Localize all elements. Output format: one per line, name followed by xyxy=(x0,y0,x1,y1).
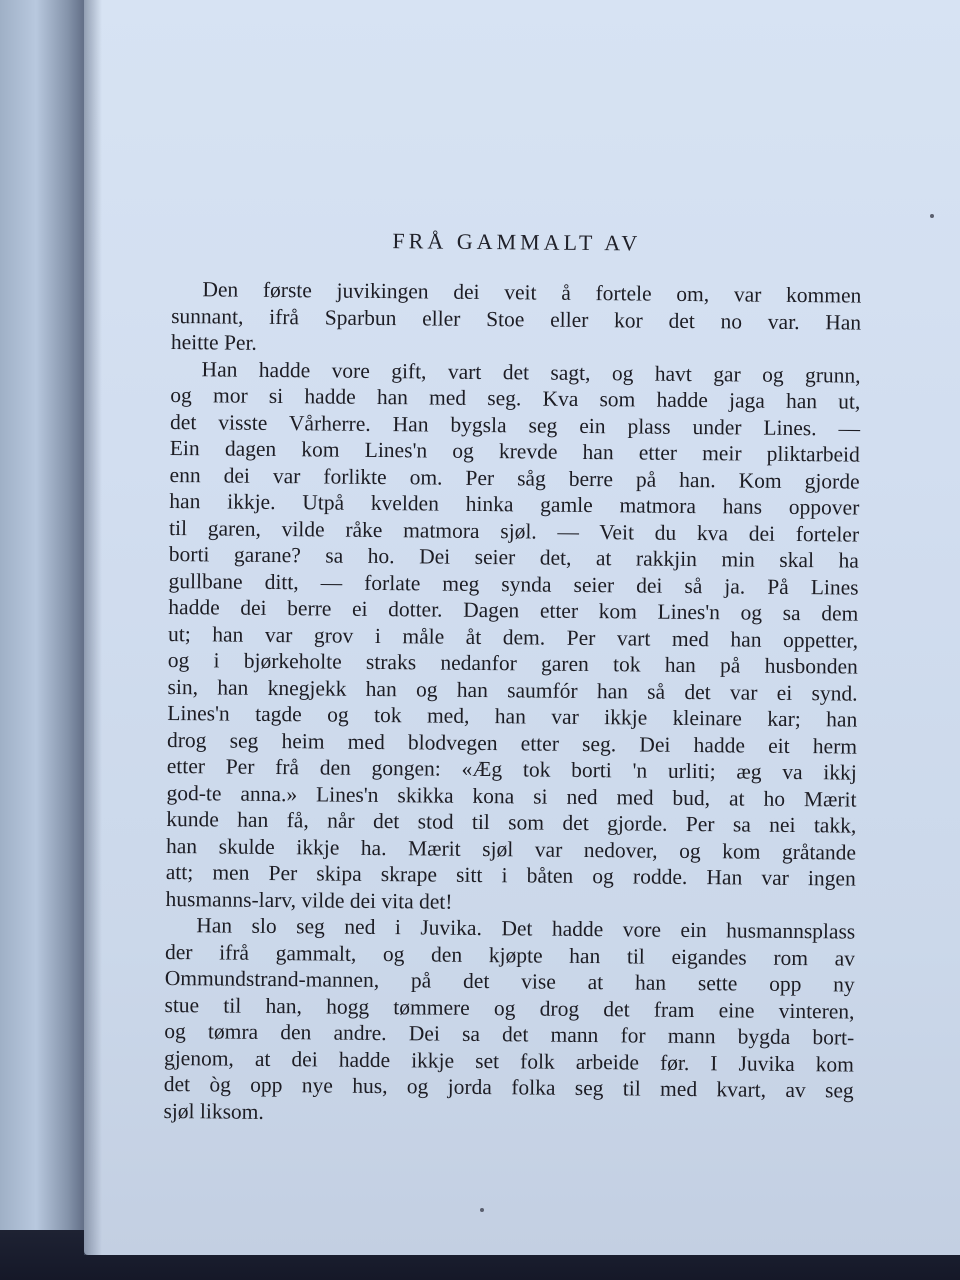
text-line: ut; han var grov i måle åt dem. Per vart med han oppetter, xyxy=(167,621,859,653)
text-line: gullbane ditt, — forlate meg synda seier dei så ja. På Lines xyxy=(168,568,859,600)
text-line: og tømra den andre. Dei sa det mann for mann bygda bort- xyxy=(164,1018,855,1050)
text-line: Han hadde vore gift, vart det sagt, og havt gar og grunn, xyxy=(201,356,861,388)
page-gutter-shadow xyxy=(84,0,102,1255)
text-line: sjøl liksom. xyxy=(163,1098,264,1124)
text-line: enn dei var forlikte om. Per såg berre på han. Kom gjorde xyxy=(169,462,860,494)
text-line: Ein dagen kom Lines'n og krevde han etter meir pliktarbeid xyxy=(169,435,860,467)
text-line: det òg opp nye hus, og jorda folka seg til med kvart, av seg xyxy=(163,1071,854,1103)
page-speck xyxy=(480,1208,484,1212)
page-text xyxy=(163,226,862,1131)
paragraph-3 xyxy=(163,912,855,1131)
text-line: gjenom, at dei hadde ikkje set folk arbeide før. I Juvika kom xyxy=(163,1045,855,1077)
text-line: hadde dei berre ei dotter. Dagen etter kom Lines'n og sa dem xyxy=(168,594,859,626)
text-line: drog seg heim med blodvegen etter seg. Dei hadde eit herm xyxy=(166,727,858,759)
text-line: og mor si hadde han med seg. Kva som hadde jaga han ut, xyxy=(170,382,861,414)
text-line: Lines'n tagde og tok med, han var ikkje kleinare kar; han xyxy=(167,700,858,732)
text-line: det visste Vårherre. Han bygsla seg ein plass under Lines. — xyxy=(170,409,861,441)
text-line: og i bjørkeholte straks nedanfor garen tok han på husbonden xyxy=(167,647,858,679)
text-line: han ikkje. Utpå kvelden hinka gamle matmora hans oppover xyxy=(169,488,860,520)
text-line: Han slo seg ned i Juvika. Det hadde vore ein husmannsplass xyxy=(196,913,856,944)
text-line: Den første juvikingen dei veit å fortele om, var kommen xyxy=(202,277,862,308)
text-line: sin, han knegjekk han og han saumfór han så det var ei synd. xyxy=(167,674,858,706)
text-line: etter Per frå den gongen: «Æg tok borti 'n urliti; æg va ikkj xyxy=(166,753,857,785)
text-line: god-te anna.» Lines'n skikka kona si ned med bud, at ho Mærit xyxy=(166,780,857,812)
text-line: kunde han få, når det stod til som det gjorde. Per sa nei takk, xyxy=(166,806,857,838)
text-line: han skulde ikkje ha. Mærit sjøl var nedover, og kom gråtande xyxy=(165,833,857,865)
book-spine xyxy=(0,0,90,1280)
paragraph-2 xyxy=(165,355,860,918)
page-speck xyxy=(930,214,934,218)
text-line: der ifrå gammalt, og den kjøpte han til eigandes rom av xyxy=(164,939,856,971)
text-line: til garen, vilde råke matmora sjøl. — Veit du kva dei forteler xyxy=(168,515,860,547)
text-line: sunnant, ifrå Sparbun eller Stoe eller kor det no var. Han xyxy=(171,303,862,335)
text-line: heitte Per. xyxy=(170,329,257,355)
text-line: stue til han, hogg tømmere og drog det fram eine vinteren, xyxy=(164,992,855,1024)
text-line: borti garane? sa ho. Dei seier det, at rakkjin min skal ha xyxy=(168,541,859,573)
text-line: att; men Per skipa skrape sitt i båten og rodde. Han var ingen xyxy=(165,859,856,891)
chapter-title: FRÅ GAMMALT AV xyxy=(392,228,642,256)
text-line: Ommundstrand-mannen, på det vise at han sette opp ny xyxy=(164,965,855,997)
paragraph-1 xyxy=(171,276,862,362)
text-line: husmanns-larv, vilde dei vita det! xyxy=(165,886,453,914)
